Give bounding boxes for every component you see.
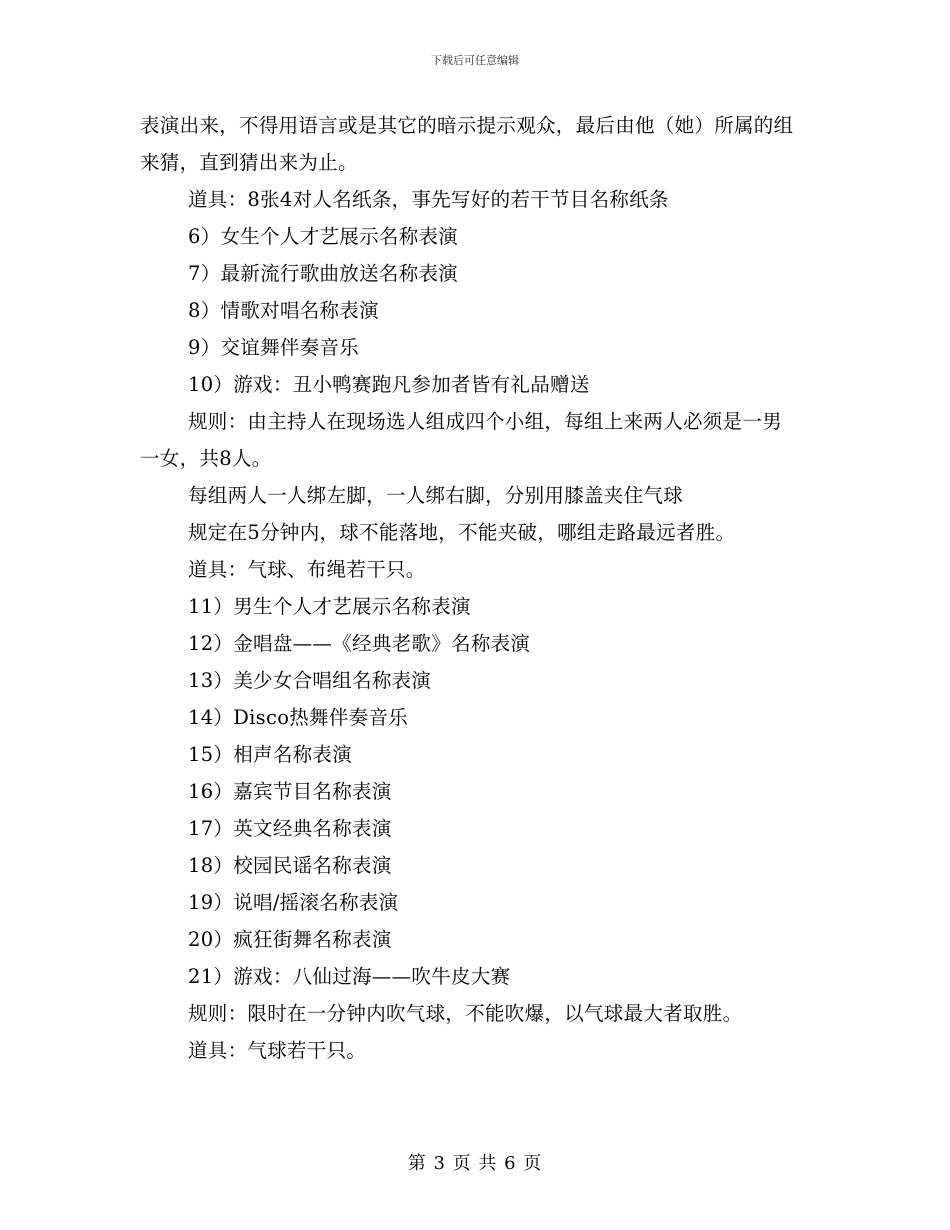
list-item: 20）疯狂街舞名称表演 bbox=[188, 928, 392, 951]
page-footer: 第 3 页 共 6 页 bbox=[407, 1153, 543, 1174]
list-item: 16）嘉宾节目名称表演 bbox=[188, 780, 392, 803]
list-item: 7）最新流行歌曲放送名称表演 bbox=[188, 262, 459, 285]
page-header: 下载后可任意编辑 bbox=[431, 54, 519, 67]
list-item: 10）游戏：丑小鸭赛跑凡参加者皆有礼品赠送 bbox=[188, 373, 590, 396]
list-item: 18）校园民谣名称表演 bbox=[188, 854, 392, 877]
paragraph: 道具：气球、布绳若干只。 bbox=[188, 558, 426, 581]
paragraph-text: 规则：由主持人在现场选人组成四个小组，每组上来两人必须是一男一女，共8人。 bbox=[140, 410, 783, 470]
list-item: 11）男生个人才艺展示名称表演 bbox=[188, 595, 471, 618]
list-item: 21）游戏：八仙过海——吹牛皮大赛 bbox=[188, 965, 511, 988]
list-item: 8）情歌对唱名称表演 bbox=[188, 299, 379, 322]
paragraph: 道具：气球若干只。 bbox=[188, 1039, 367, 1062]
list-item: 15）相声名称表演 bbox=[188, 743, 353, 766]
paragraph: 规则：限时在一分钟内吹气球，不能吹爆，以气球最大者取胜。 bbox=[188, 1002, 743, 1025]
paragraph bbox=[140, 403, 800, 477]
paragraph: 每组两人一人绑左脚，一人绑右脚，分别用膝盖夹住气球 bbox=[188, 484, 684, 507]
list-item: 9）交谊舞伴奏音乐 bbox=[188, 336, 360, 359]
paragraph: 表演出来，不得用语言或是其它的暗示提示观众，最后由他（她）所属的组来猜，直到猜出来为止。 bbox=[140, 114, 794, 174]
paragraph: 道具：8张4对人名纸条，事先写好的若干节目名称纸条 bbox=[188, 188, 669, 211]
document-body bbox=[140, 107, 800, 1069]
list-item: 14）Disco热舞伴奏音乐 bbox=[188, 706, 409, 729]
list-item: 17）英文经典名称表演 bbox=[188, 817, 392, 840]
list-item: 13）美少女合唱组名称表演 bbox=[188, 669, 432, 692]
paragraph: 规定在5分钟内，球不能落地，不能夹破，哪组走路最远者胜。 bbox=[188, 521, 736, 544]
list-item: 6）女生个人才艺展示名称表演 bbox=[188, 225, 459, 248]
list-item: 19）说唱/摇滚名称表演 bbox=[188, 891, 399, 914]
list-item: 12）金唱盘——《经典老歌》名称表演 bbox=[188, 632, 531, 655]
